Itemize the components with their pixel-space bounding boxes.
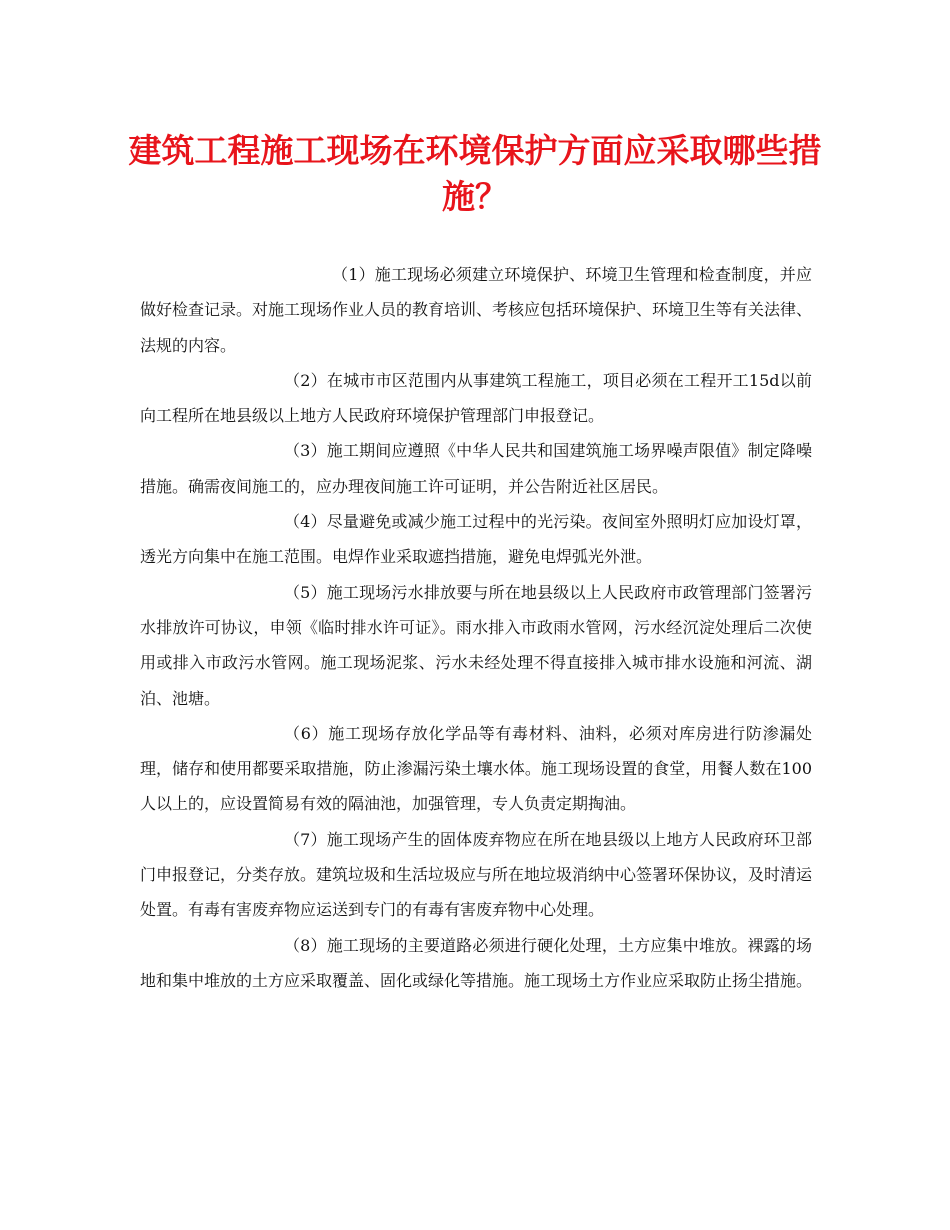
document-title: 建筑工程施工现场在环境保护方面应采取哪些措施？ [128, 131, 822, 216]
paragraph-7: （7）施工现场产生的固体废弃物应在所在地县级以上地方人民政府环卫部门申报登记，分类存放。建筑垃圾和生活垃圾应与所在地垃圾消纳中心签署环保协议，及时清运处置。有毒有害废弃物应运送到专门的有毒有害废弃物中心处理。 [140, 829, 813, 920]
paragraph-5: （5）施工现场污水排放要与所在地县级以上人民政府市政管理部门签署污水排放许可协议，申领《临时排水许可证》。雨水排入市政雨水管网，污水经沉淀处理后二次使用或排入市政污水管网。施工现场泥浆、污水未经处理不得直接排入城市排水设施和河流、湖泊、池塘。 [140, 582, 812, 708]
paragraph-8: （8）施工现场的主要道路必须进行硬化处理，土方应集中堆放。裸露的场地和集中堆放的土方应采取覆盖、固化或绿化等措施。施工现场土方作业应采取防止扬尘措施。 [140, 935, 813, 990]
paragraph-2: （2）在城市市区范围内从事建筑工程施工，项目必须在工程开工15d以前向工程所在地县级以上地方人民政府环境保护管理部门申报登记。 [140, 370, 812, 426]
paragraph-4: （4）尽量避免或减少施工过程中的光污染。夜间室外照明灯应加设灯罩，透光方向集中在施工范围。电焊作业采取遮挡措施，避免电焊弧光外泄。 [140, 512, 812, 567]
document-body [140, 257, 812, 998]
paragraph-3: （3）施工期间应遵照《中华人民共和国建筑施工场界噪声限值》制定降噪措施。确需夜间施工的，应办理夜间施工许可证明，并公告附近社区居民。 [140, 441, 812, 496]
paragraph-6: （6）施工现场存放化学品等有毒材料、油料，必须对库房进行防渗漏处理，储存和使用都要采取措施，防止渗漏污染土壤水体。施工现场设置的食堂，用餐人数在100人以上的，应设置简易有效的隔油池，加强管理，专人负责定期掏油。 [140, 723, 812, 814]
paragraph-1: （1）施工现场必须建立环境保护、环境卫生管理和检查制度，并应做好检查记录。对施工现场作业人员的教育培训、考核应包括环境保护、环境卫生等有关法律、法规的内容。 [140, 265, 813, 355]
